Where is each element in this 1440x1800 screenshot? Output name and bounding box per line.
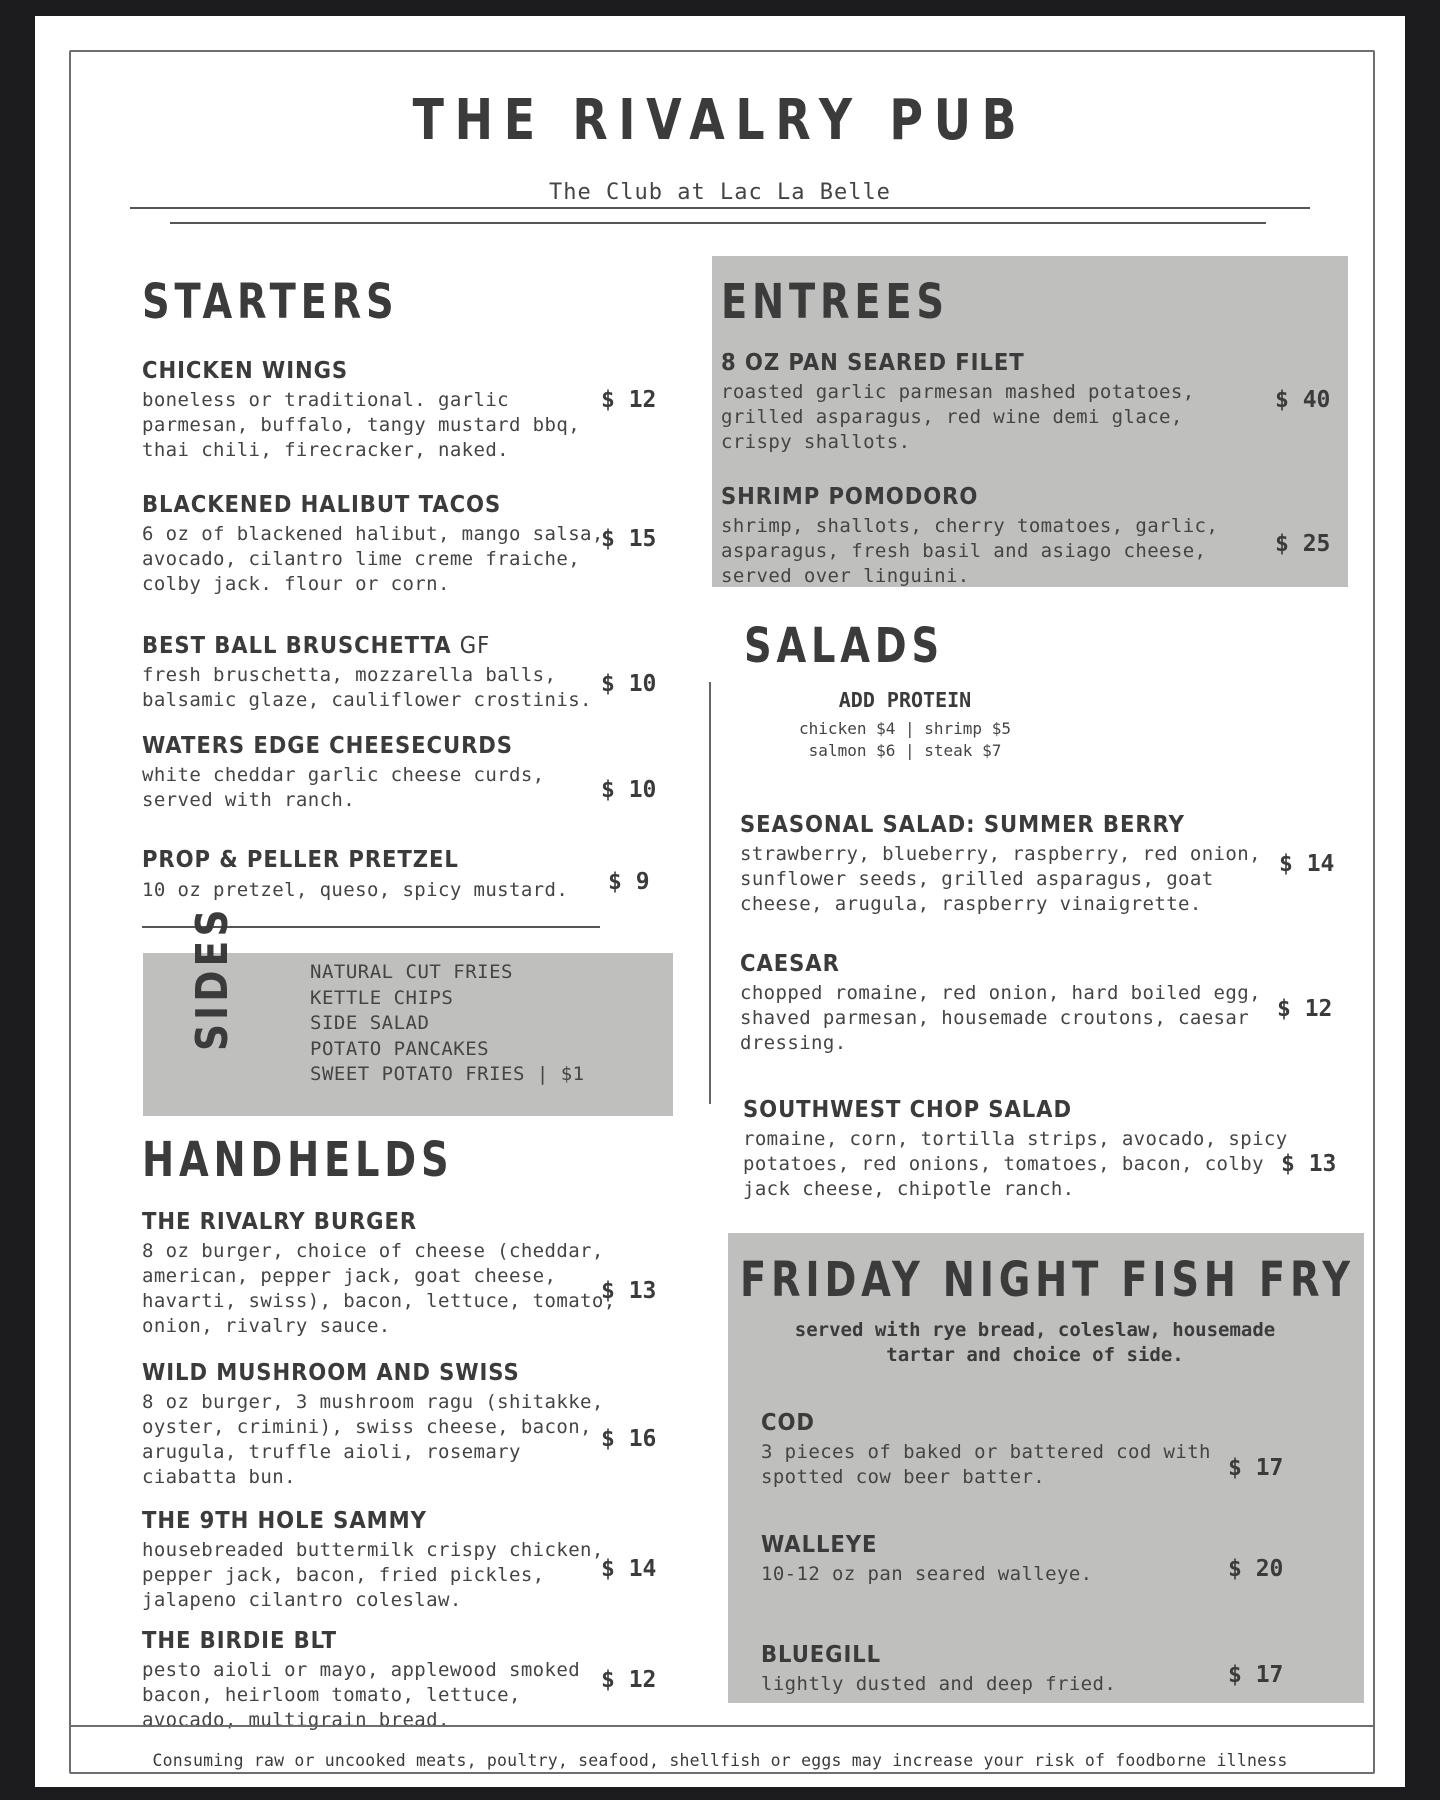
sides-heading: SIDES [187,905,238,1051]
starter-name-text: BEST BALL BRUSCHETTA [142,633,452,659]
side-item: NATURAL CUT FRIES [310,961,513,983]
salads-heading: SALADS [744,618,944,674]
fish-name: COD [761,1410,815,1436]
restaurant-subtitle: The Club at Lac La Belle [549,180,891,205]
salad-name: SOUTHWEST CHOP SALAD [743,1097,1072,1123]
salad-price: $ 13 [1281,1151,1337,1177]
restaurant-title: THE RIVALRY PUB [412,88,1028,153]
fish-price: $ 17 [1228,1455,1284,1481]
footer-divider [69,1725,1373,1727]
salads-divider [709,682,711,1104]
starter-price: $ 15 [601,526,657,552]
handhelds-heading: HANDHELDS [142,1132,454,1188]
handheld-name: WILD MUSHROOM AND SWISS [142,1360,520,1386]
handheld-description: 8 oz burger, 3 mushroom ragu (shitakke, oyster, crimini), swiss cheese, bacon, arugula, truffle aioli, rosemary ciabatta bun. [142,1391,604,1488]
menu-page [35,16,1405,1787]
handheld-description: pesto aioli or mayo, applewood smoked bacon, heirloom tomato, lettuce, avocado, multigrain bread. [142,1659,581,1731]
fish-fry-subtitle: served with rye bread, coleslaw, housemade tartar and choice of side. [794,1319,1276,1366]
sides-list [310,960,585,1088]
starter-price: $ 12 [601,387,657,413]
starter-description: boneless or traditional. garlic parmesan, buffalo, tangy mustard bbq, thai chili, firecracker, naked. [142,389,581,461]
starter-description: 6 oz of blackened halibut, mango salsa, avocado, cilantro lime creme fraiche, colby jack. flour or corn. [142,523,604,595]
entree-price: $ 25 [1275,531,1331,557]
fish-name: BLUEGILL [761,1642,882,1668]
side-item: KETTLE CHIPS [310,986,454,1009]
add-protein-options: salmon $6 | steak $7 [808,741,1002,760]
starter-description: fresh bruschetta, mozzarella balls, balsamic glaze, cauliflower crostinis. [142,664,592,711]
starter-price: $ 10 [601,671,657,697]
handheld-name: THE BIRDIE BLT [142,1628,337,1654]
handheld-price: $ 16 [601,1426,657,1452]
add-protein-options: chicken $4 | shrimp $5 [799,719,1011,738]
entree-name: SHRIMP POMODORO [721,484,979,510]
starter-description: white cheddar garlic cheese curds, served with ranch. [142,764,545,811]
starter-price: $ 9 [608,869,650,895]
side-item: SWEET POTATO FRIES | $1 [310,1063,585,1085]
starter-name: CHICKEN WINGS [142,358,349,384]
salad-name: SEASONAL SALAD: SUMMER BERRY [740,812,1185,838]
side-item: SIDE SALAD [310,1012,430,1034]
starter-price: $ 10 [601,777,657,803]
fish-price: $ 20 [1228,1556,1284,1582]
salad-description: chopped romaine, red onion, hard boiled egg, shaved parmesan, housemade croutons, caesar dressing. [740,982,1261,1054]
handheld-price: $ 12 [601,1667,657,1693]
starter-name: BLACKENED HALIBUT TACOS [142,492,502,518]
starter-description: 10 oz pretzel, queso, spicy mustard. [142,879,569,901]
add-protein-heading: ADD PROTEIN [838,688,972,712]
entrees-heading: ENTREES [721,274,949,330]
salad-description: romaine, corn, tortilla strips, avocado, spicy potatoes, red onions, tomatoes, bacon, colby jack cheese, chipotle ranch. [743,1128,1288,1200]
salad-description: strawberry, blueberry, raspberry, red onion, sunflower seeds, grilled asparagus, goat cheese, arugula, raspberry vinaigrette. [740,843,1261,915]
entree-description: shrimp, shallots, cherry tomatoes, garlic, asparagus, fresh basil and asiago cheese, served over linguini. [721,515,1219,587]
handheld-name: THE RIVALRY BURGER [142,1209,418,1235]
fish-price: $ 17 [1228,1662,1284,1688]
fish-description: 3 pieces of baked or battered cod with spotted cow beer batter. [761,1441,1211,1488]
salad-name: CAESAR [740,951,840,977]
allergy-disclaimer: Consuming raw or uncooked meats, poultry, seafood, shellfish or eggs may increase your risk of foodborne illness [152,1751,1288,1770]
handheld-price: $ 14 [601,1556,657,1582]
salad-price: $ 12 [1277,996,1333,1022]
starter-name: WATERS EDGE CHEESECURDS [142,733,513,759]
starter-name [142,633,490,659]
handheld-price: $ 13 [601,1278,657,1304]
entree-price: $ 40 [1275,387,1331,413]
fish-description: lightly dusted and deep fried. [761,1673,1117,1695]
entree-description: roasted garlic parmesan mashed potatoes, grilled asparagus, red wine demi glace, crispy shallots. [721,381,1195,453]
starters-heading: STARTERS [142,274,399,330]
salad-price: $ 14 [1279,851,1335,877]
header-divider-bottom [170,222,1266,224]
handheld-name: THE 9TH HOLE SAMMY [142,1508,427,1534]
fish-name: WALLEYE [761,1532,878,1558]
fish-description: 10-12 oz pan seared walleye. [761,1563,1093,1585]
side-item: POTATO PANCAKES [310,1037,490,1060]
entree-name: 8 OZ PAN SEARED FILET [721,350,1025,376]
header-divider-top [130,207,1310,209]
starter-name: PROP & PELLER PRETZEL [142,847,459,873]
handheld-description: housebreaded buttermilk crispy chicken, pepper jack, bacon, fried pickles, jalapeno cilantro coleslaw. [142,1539,604,1611]
handheld-description: 8 oz burger, choice of cheese (cheddar, american, pepper jack, goat cheese, havarti, swiss), bacon, lettuce, tomato, onion, rivalry sauce. [142,1240,616,1337]
gluten-free-tag: GF [459,633,491,659]
fish-fry-heading: FRIDAY NIGHT FISH FRY [740,1252,1355,1308]
